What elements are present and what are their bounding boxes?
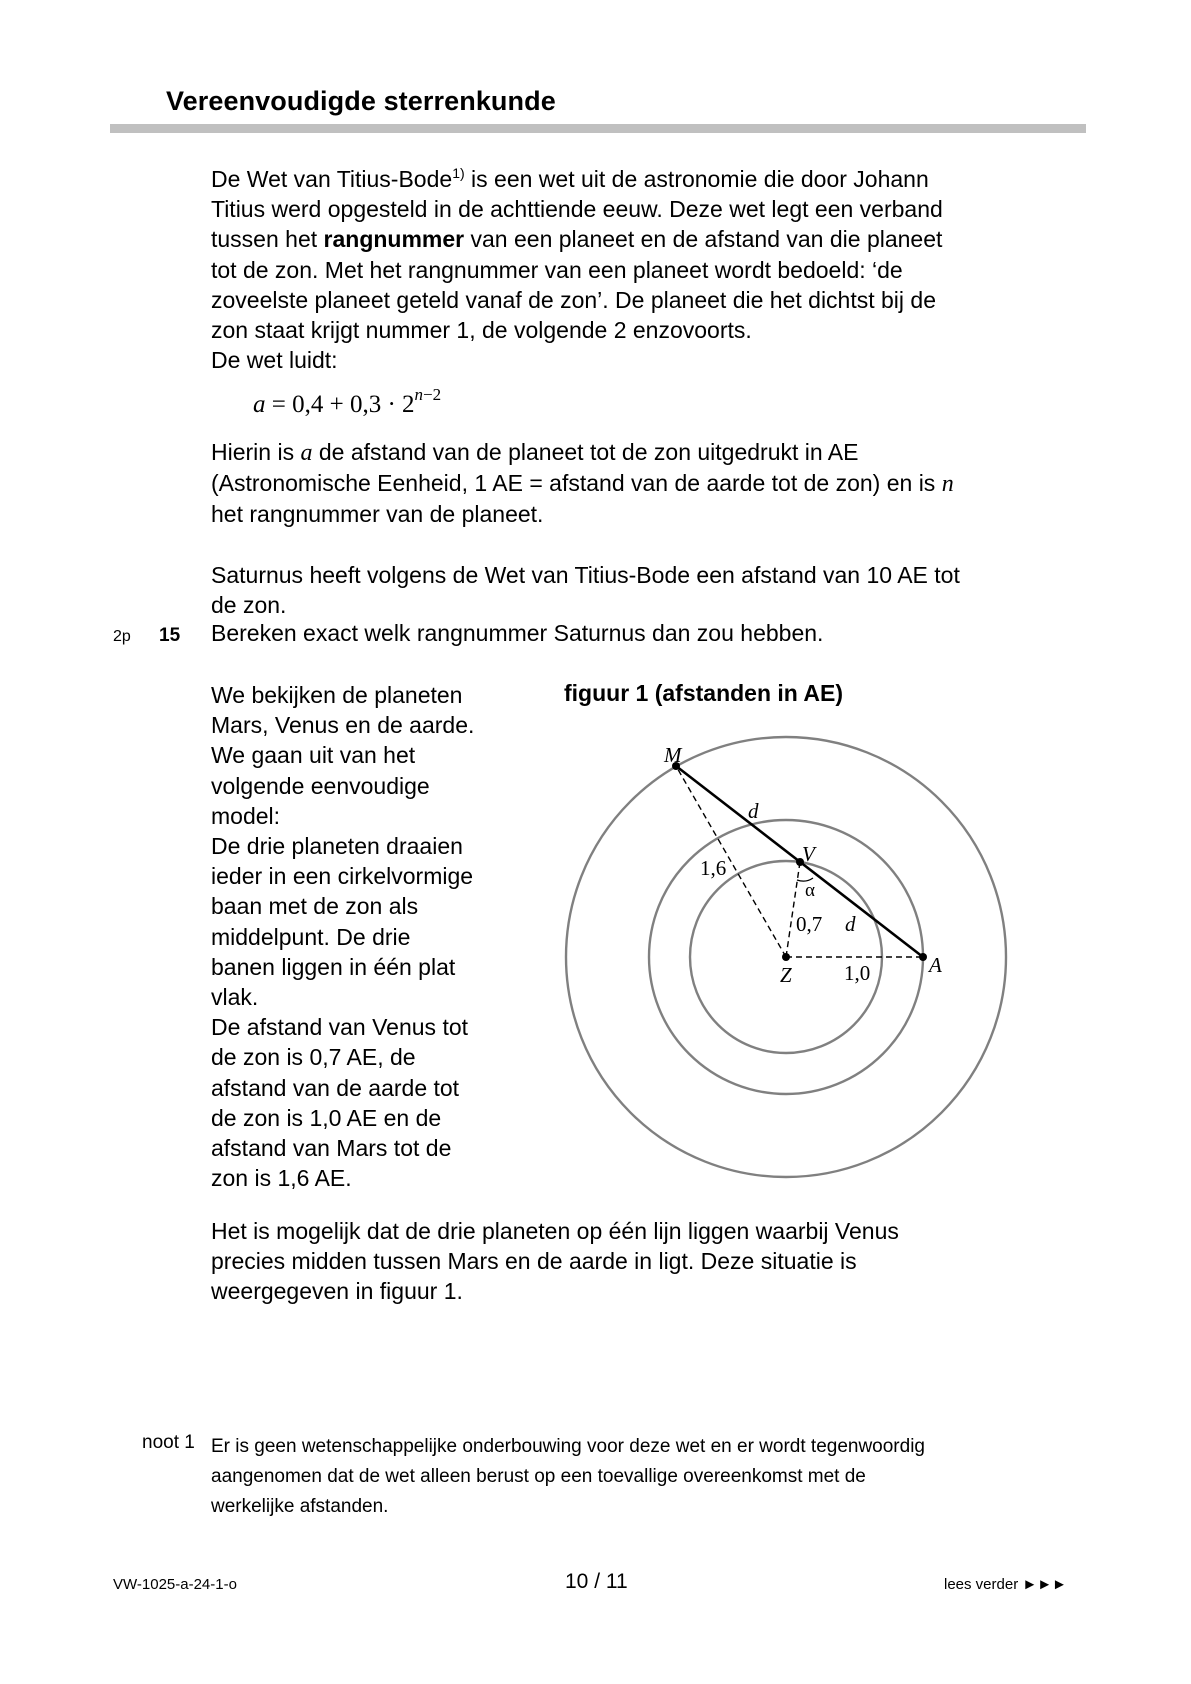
footnote-label: noot 1	[142, 1432, 195, 1453]
label-z: Z	[780, 963, 792, 987]
page-number: 10 / 11	[565, 1570, 628, 1593]
question-number: 15	[159, 625, 181, 646]
question-points: 2p	[113, 628, 131, 645]
figure-title: figuur 1 (afstanden in AE)	[564, 680, 843, 706]
intro-line-2: Titius werd opgesteld in de achttiende eeuw. Deze wet legt een verband	[211, 196, 943, 223]
footnote-text: Er is geen wetenschappelijke onderbouwing voor deze wet en er wordt tegenwoordig aangenomen dat de wet alleen berust op een toevallige overeenkomst met de werkelijke afstanden.	[211, 1436, 925, 1517]
radius-venus	[786, 862, 800, 957]
intro-line-5: zoveelste planeet geteld vanaf de zon’. De planeet die het dichtst bij de	[211, 286, 936, 313]
intro-line-4: tot de zon. Met het rangnummer van een planeet wordt bedoeld: ‘de	[211, 256, 903, 283]
point-z	[782, 953, 790, 961]
title-divider	[110, 124, 1086, 133]
intro-line-3: tussen het rangnummer van een planeet en de afstand van die planeet	[211, 226, 943, 253]
titius-bode-formula: $a = 0,4 + 0,3 \cdot 2^{n-2}$	[253, 385, 442, 418]
label-r-venus: 0,7	[796, 912, 823, 936]
model-description: We bekijken de planeten Mars, Venus en de aarde. We gaan uit van het volgende eenvoudige model: De drie planeten draaien ieder in een cirkelvormige baan met de zon als middelpunt. De drie banen liggen in één plat vlak. De afstand van Venus tot de zon is 0,7 AE, de afstand van de aarde tot de zon is 1,0 AE en de afstand van Mars tot de zon is 1,6 AE.	[211, 682, 475, 1192]
continue-indicator: lees verder ►►►	[944, 1576, 1067, 1593]
exam-code: VW-1025-a-24-1-o	[113, 1576, 237, 1593]
saturn-paragraph: Saturnus heeft volgens de Wet van Titius-Bode een afstand van 10 AE tot	[211, 562, 960, 588]
intro-paragraph	[211, 164, 1091, 375]
footnote-reference: 1)	[452, 165, 465, 181]
bold-term: rangnummer	[323, 226, 465, 253]
label-m: M	[664, 743, 682, 767]
orbit-diagram	[540, 725, 1020, 1195]
label-r-mars: 1,6	[700, 856, 727, 880]
label-r-earth: 1,0	[844, 961, 871, 985]
label-d-upper: d	[748, 799, 759, 823]
intro-line-6: zon staat krijgt nummer 1, de volgende 2 enzovoorts.	[211, 317, 752, 344]
intro-line-1: De Wet van Titius-Bode$^{1)}$ is een wet uit de astronomie die door Johann	[211, 165, 929, 192]
label-alpha: α	[805, 880, 815, 901]
label-a: A	[929, 953, 942, 977]
intro-line-7: De wet luidt:	[211, 347, 338, 374]
explanation-paragraph: Hierin is a de afstand van de planeet tot de zon uitgedrukt in AE (Astronomische Eenheid, 1 AE = afstand van de aarde tot de zon) en is n het rangnummer van de planeet.	[211, 439, 954, 528]
label-v: V	[802, 842, 815, 866]
closing-paragraph: Het is mogelijk dat de drie planeten op één lijn liggen waarbij Venus precies midden tussen Mars en de aarde in ligt. Deze situatie is weergegeven in figuur 1.	[211, 1218, 899, 1305]
section-title: Vereenvoudigde sterrenkunde	[166, 86, 556, 116]
point-a	[919, 953, 927, 961]
label-d-lower: d	[845, 912, 856, 936]
formula-exponent: n−2	[414, 385, 442, 404]
question-text: Bereken exact welk rangnummer Saturnus dan zou hebben.	[211, 620, 824, 646]
